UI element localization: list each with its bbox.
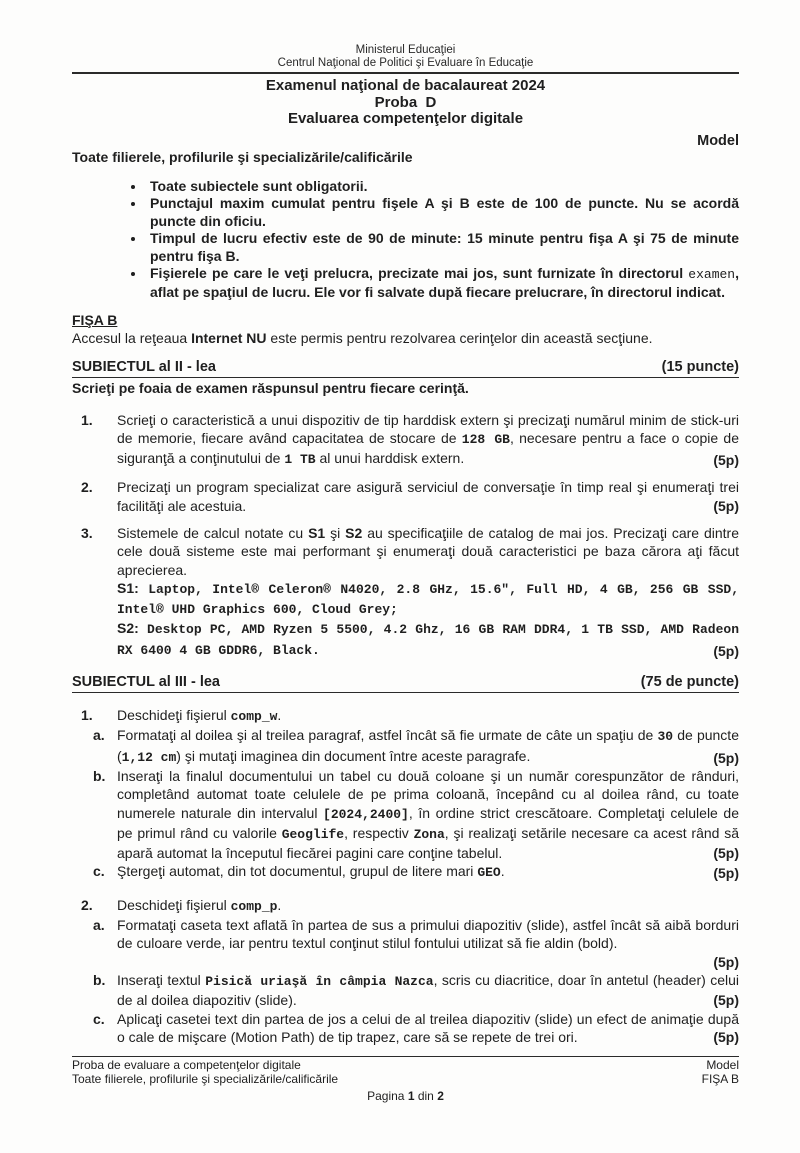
text-run: , necesare pentru a face o copie de siguranţă a conţinutului de (117, 429, 739, 467)
bold-run: S2 (345, 524, 363, 541)
fisa-title: FIŞA B (72, 312, 118, 328)
item-text (117, 916, 739, 971)
list-item (146, 178, 739, 196)
text-run: , aflat pe spaţiul de lucru. Ele vor fi salvate după fiecare prelucrare, în directorul indicat. (150, 265, 739, 300)
bold-run: 2 (437, 1089, 444, 1103)
text-run: . (500, 863, 505, 880)
footer-left-line1: Proba de evaluare a competenţelor digitale (72, 1058, 301, 1072)
text-run: al unui harddisk extern. (315, 450, 465, 467)
text-run: , şi realizaţi setările necesare ca acest rând să apară automat la începutul fiecărei pagini care conţine tabelul. (117, 824, 739, 862)
item-number: 2. (81, 896, 93, 913)
text-run: şi (325, 524, 346, 541)
page-footer (72, 1056, 739, 1103)
item-text (117, 767, 739, 862)
question-item (72, 767, 739, 862)
text-run: de puncte ( (117, 727, 739, 764)
mono-run: [2024,2400] (323, 806, 409, 822)
exam-title: Examenul naţional de bacalaureat 2024 (265, 77, 546, 94)
text-run: Accesul la reţeaua (72, 330, 192, 346)
subject3-title: SUBIECTUL al III - lea (72, 674, 220, 691)
mono-run: Laptop, Intel® Celeron® N4020, 2.8 GHz, 15.6", Full HD, 4 GB, 256 GB SSD, Intel® UHD Graphics 600, Cloud Grey; (117, 581, 739, 618)
question-item (72, 706, 739, 726)
text-run: , scris cu diacritice, doar în antetul (header) celui de al doilea diapozitiv (slide). (117, 971, 739, 1009)
text-run: Ştergeţi automat, din tot documentul, grupul de litere mari (117, 863, 478, 880)
text-run: . (277, 707, 282, 724)
subject3-heading (72, 674, 739, 693)
item-text (117, 411, 739, 470)
text-run: Fişierele pe care le veţi prelucra, precizate mai jos, sunt furnizate în directorul (150, 265, 689, 281)
item-text (117, 478, 739, 515)
text-run: este permis pentru rezolvarea cerinţelor din această secţiune. (266, 330, 653, 346)
filiere-line: Toate filierele, profilurile şi specializările/calificările (72, 148, 413, 165)
question-group (72, 896, 739, 1046)
item-text (117, 862, 739, 882)
bold-run: S1: (117, 579, 139, 596)
list-item (146, 195, 739, 230)
mono-run: 30 (657, 729, 674, 745)
mono-run: 1,12 cm (121, 749, 177, 765)
list-item (146, 230, 739, 265)
bold-run: S1 (308, 524, 326, 541)
text-run: Sistemele de calcul notate cu (117, 524, 309, 541)
text-run: , în ordine strict crescătoare. Completaţi celulele de pe primul rând cu valorile (117, 804, 740, 841)
item-number: a. (93, 917, 105, 934)
text-run: Timpul de lucru efectiv este de 90 de minute: 15 minute pentru fişa A şi 75 de minute pentru fişa B. (150, 230, 739, 264)
text-run: Inseraţi la finalul documentului un tabel cu două coloane şi un număr corespunzător de rânduri, completând automat toate celulele de pe prima coloană, începând cu al doilea rând, cu toate numerele naturale din intervalul (117, 767, 739, 821)
national-center-line: Centrul Naţional de Politici şi Evaluare în Educaţie (277, 57, 534, 69)
points-badge: (5p) (713, 1028, 739, 1045)
text-run: Deschideţi fişierul (117, 707, 231, 724)
footer-divider (72, 1056, 739, 1057)
item-number: b. (93, 971, 106, 988)
points-badge: (5p) (713, 845, 739, 862)
exam-proba: Proba D (374, 93, 437, 111)
model-label: Model (697, 132, 739, 149)
points-badge: (5p) (713, 865, 739, 882)
general-notes-list (124, 178, 739, 302)
mono-run: comp_w (230, 709, 278, 725)
text-run: Aplicaţi casetei text din partea de jos a celui de al treilea diapozitiv (slide) un efect de animaţie după o cale de mişcare (Motion Path) de tip trapez, care să se repete de trei ori. (117, 1010, 739, 1045)
text-run: din (414, 1089, 438, 1103)
question-item (72, 726, 739, 767)
footer-right-line1: Model (706, 1058, 739, 1072)
page-number (72, 1089, 739, 1103)
mono-run: 1 TB (284, 452, 316, 468)
text-run: Pagina (367, 1089, 408, 1103)
item-number: 2. (81, 479, 93, 496)
mono-run: comp_p (230, 898, 278, 914)
text-run: Toate subiectele sunt obligatorii. (150, 177, 368, 194)
bold-run: Internet NU (191, 330, 267, 346)
header-divider (72, 72, 739, 74)
mono-run: examen (688, 267, 736, 282)
text-run: Precizaţi un program specializat care asigură serviciul de conversaţie în timp real şi enumeraţi trei facilităţi ale acestuia. (117, 479, 739, 514)
item-number: 3. (81, 524, 93, 541)
points-badge: (5p) (713, 497, 739, 514)
item-number: c. (93, 863, 105, 880)
subject2-title: SUBIECTUL al II - lea (72, 359, 216, 375)
item-number: b. (93, 767, 106, 784)
subject2-instruction: Scrieţi pe foaia de examen răspunsul pentru fiecare cerinţă. (72, 380, 469, 396)
item-text (117, 1010, 739, 1047)
text-run: , respectiv (344, 824, 414, 841)
points-badge: (5p) (713, 642, 739, 659)
question-item (72, 1010, 739, 1047)
list-item (146, 265, 739, 301)
ministry-line: Ministerul Educaţiei (355, 44, 456, 56)
item-text (117, 896, 739, 916)
item-text (117, 726, 739, 767)
text-run: Scrieţi o caracteristică a unui dispozitiv de tip harddisk extern şi precizaţi numărul minim de stick-uri de memorie, fiecare având capacitatea de stocare de (117, 411, 739, 446)
mono-run: Geoglife (281, 826, 345, 842)
text-run: ) şi mutaţi imaginea din document între aceste paragrafe. (176, 747, 531, 764)
item-text (117, 524, 739, 660)
question-item (72, 478, 739, 515)
item-number: a. (93, 727, 105, 744)
text-run: . (277, 896, 282, 913)
item-text (117, 971, 739, 1010)
item-text (117, 706, 739, 726)
points-badge: (5p) (713, 992, 739, 1009)
mono-run: Zona (413, 826, 445, 842)
bold-run: 1 (407, 1089, 415, 1103)
text-run: Inseraţi textul (117, 971, 206, 988)
internet-access-note (72, 330, 739, 347)
footer-right-line2: FIŞA B (701, 1071, 739, 1086)
question-item (72, 916, 739, 971)
text-run: Deschideţi fişierul (117, 896, 231, 913)
subject3-items (72, 706, 739, 1046)
question-group (72, 706, 739, 883)
footer-left-line2: Toate filierele, profilurile şi specializările/calificările (72, 1071, 339, 1086)
subject3-points: (75 de puncte) (640, 674, 739, 691)
question-item (72, 524, 739, 660)
mono-run: GEO (477, 865, 501, 881)
mono-run: Pisică uriaşă în câmpia Nazca (205, 973, 434, 989)
subject2-points: (15 puncte) (661, 359, 739, 375)
mono-run: Desktop PC, AMD Ryzen 5 5500, 4.2 Ghz, 16 GB RAM DDR4, 1 TB SSD, AMD Radeon RX 6400 4 GB GDDR6, Black. (117, 622, 739, 658)
question-item (72, 411, 739, 470)
question-item (72, 896, 739, 916)
mono-run: 128 GB (461, 431, 510, 447)
question-item (72, 971, 739, 1010)
subject2-items (72, 411, 739, 661)
exam-subtitle: Evaluarea competenţelor digitale (287, 110, 524, 127)
item-number: 1. (81, 411, 93, 428)
item-number: c. (93, 1010, 105, 1027)
text-run: Formataţi caseta text aflată în partea de sus a primului diapozitiv (slide), astfel încât să aibă borduri de culoare verde, iar pentru textul conţinut stilul fontului utilizat să fie aldin (bold). (117, 917, 739, 952)
text-run: Punctajul maxim cumulat pentru fişele A şi B este de 100 de puncte. Nu se acordă puncte din oficiu. (150, 195, 739, 229)
points-badge: (5p) (713, 953, 739, 970)
points-badge: (5p) (713, 452, 739, 469)
text-run: au specificaţiile de catalog de mai jos. Precizaţi care dintre cele două sisteme este mai performant şi enumeraţi două caracteristici pe baza cărora aţi făcut aprecierea. (117, 524, 739, 578)
subject2-heading (72, 359, 739, 378)
bold-run: S2: (117, 620, 139, 637)
points-badge: (5p) (713, 749, 739, 766)
text-run: Formataţi al doilea şi al treilea paragraf, astfel încât să fie urmate de câte un spaţiu de (117, 727, 658, 744)
item-number: 1. (81, 707, 93, 724)
question-item (72, 862, 739, 882)
